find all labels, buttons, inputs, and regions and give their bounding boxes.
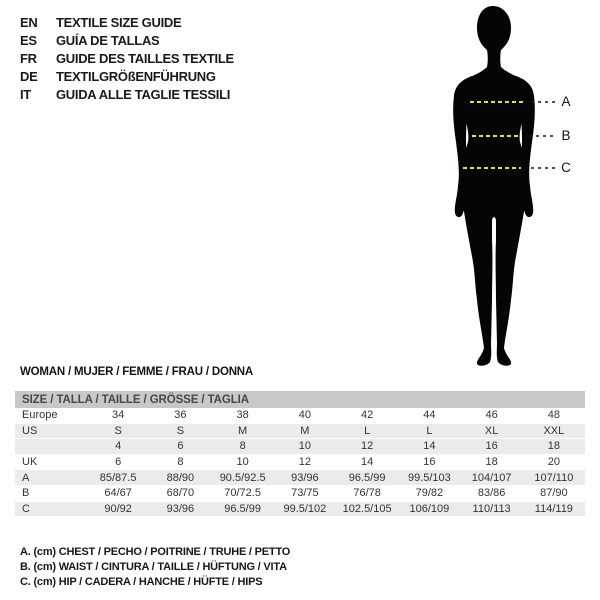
table-cell: 85/87.5 bbox=[99, 471, 137, 484]
lang-code: EN bbox=[20, 14, 38, 30]
language-title-block bbox=[20, 13, 234, 103]
table-cell: 18 bbox=[547, 440, 560, 453]
lang-row-en bbox=[20, 13, 234, 31]
lang-title: TEXTILE SIZE GUIDE bbox=[56, 14, 182, 30]
table-cell: 10 bbox=[298, 440, 311, 453]
table-cell: M bbox=[300, 424, 310, 437]
table-cell: 93/96 bbox=[291, 471, 319, 484]
lang-row-it bbox=[20, 85, 234, 103]
table-cell: 40 bbox=[298, 409, 311, 422]
table-cell: 102.5/105 bbox=[342, 502, 392, 515]
legend-line-chest: A. (cm) CHEST / PECHO / POITRINE / TRUHE / PETTO bbox=[20, 546, 291, 558]
table-cell: 18 bbox=[485, 456, 498, 469]
section-title-woman: WOMAN / MUJER / FEMME / FRAU / DONNA bbox=[20, 366, 254, 378]
table-cell: 114/119 bbox=[534, 502, 573, 515]
table-cell: S bbox=[176, 424, 185, 437]
table-cell: L bbox=[426, 424, 433, 437]
table-cell: 8 bbox=[177, 456, 184, 469]
table-cell: 4 bbox=[115, 440, 122, 453]
table-cell: 46 bbox=[485, 409, 498, 422]
table-cell: S bbox=[114, 424, 122, 437]
table-row-label: A bbox=[22, 471, 30, 484]
table-cell: 99.5/102 bbox=[283, 502, 327, 515]
table-cell: 88/90 bbox=[166, 471, 195, 484]
table-cell: 79/82 bbox=[415, 487, 444, 500]
lang-title: GUÍA DE TALLAS bbox=[56, 32, 160, 48]
table-cell: 68/70 bbox=[166, 487, 195, 500]
table-cell: 6 bbox=[115, 456, 122, 469]
table-row bbox=[15, 455, 585, 471]
measure-label-b: B bbox=[561, 128, 571, 143]
size-table bbox=[15, 391, 585, 517]
table-cell: 34 bbox=[112, 409, 125, 422]
table-cell: 12 bbox=[298, 456, 311, 469]
table-cell: 83/86 bbox=[477, 487, 506, 500]
lang-row-fr bbox=[20, 49, 234, 67]
measure-label-c: C bbox=[561, 160, 571, 175]
woman-silhouette-figure bbox=[400, 0, 600, 380]
table-cell: 44 bbox=[423, 409, 436, 422]
legend-line-hip: C. (cm) HIP / CADERA / HANCHE / HÜFTE / HIPS bbox=[20, 576, 263, 588]
lang-code: FR bbox=[20, 50, 37, 66]
table-cell: 64/67 bbox=[104, 487, 132, 500]
table-cell: 20 bbox=[547, 456, 560, 469]
table-row-label: US bbox=[22, 424, 38, 437]
table-cell: 104/107 bbox=[471, 471, 512, 484]
table-cell: 8 bbox=[239, 440, 246, 453]
table-cell: L bbox=[364, 424, 371, 437]
table-row bbox=[15, 424, 585, 440]
table-cell: 36 bbox=[174, 409, 187, 422]
table-cell: M bbox=[238, 424, 248, 437]
table-cell: 14 bbox=[361, 456, 374, 469]
table-cell: 38 bbox=[236, 409, 249, 422]
lang-title: GUIDE DES TAILLES TEXTILE bbox=[56, 50, 234, 66]
table-cell: XXL bbox=[543, 424, 565, 437]
lang-code: DE bbox=[20, 68, 38, 84]
measure-label-a: A bbox=[561, 94, 571, 109]
table-row-label: UK bbox=[22, 456, 38, 469]
table-cell: XL bbox=[484, 424, 499, 437]
table-cell: 76/78 bbox=[353, 487, 381, 500]
lang-title: GUIDA ALLE TAGLIE TESSILI bbox=[56, 86, 231, 102]
table-cell: 107/110 bbox=[534, 471, 574, 484]
table-cell: 42 bbox=[361, 409, 374, 422]
table-cell: 96.5/99 bbox=[224, 502, 261, 515]
table-row bbox=[15, 439, 585, 455]
table-cell: 16 bbox=[485, 440, 498, 453]
size-table-rows bbox=[15, 408, 585, 517]
size-table-header: SIZE / TALLA / TAILLE / GRÖSSE / TAGLIA bbox=[15, 391, 585, 408]
table-row bbox=[15, 408, 585, 424]
legend-line-waist: B. (cm) WAIST / CINTURA / TAILLE / HÜFTUNG / VITA bbox=[20, 561, 287, 573]
table-cell: 10 bbox=[236, 456, 249, 469]
table-cell: 93/96 bbox=[166, 502, 195, 515]
woman-silhouette-path bbox=[460, 6, 529, 366]
lang-title: TEXTILGRÖßENFÜHRUNG bbox=[56, 68, 216, 84]
table-cell: 110/113 bbox=[472, 502, 511, 515]
table-cell: 6 bbox=[177, 440, 184, 453]
lang-code: IT bbox=[20, 86, 31, 102]
table-cell: 96.5/99 bbox=[348, 471, 386, 484]
table-row-label: Europe bbox=[22, 409, 58, 422]
measurement-legend bbox=[20, 545, 290, 590]
table-cell: 90.5/92.5 bbox=[219, 471, 266, 484]
table-cell: 70/72.5 bbox=[224, 487, 261, 500]
table-row-label: C bbox=[22, 502, 30, 515]
lang-row-es bbox=[20, 31, 234, 49]
table-cell: 106/109 bbox=[409, 502, 450, 515]
table-row bbox=[15, 502, 585, 518]
lang-row-de bbox=[20, 67, 234, 85]
table-row bbox=[15, 470, 585, 486]
table-cell: 90/92 bbox=[104, 502, 132, 515]
table-cell: 16 bbox=[423, 456, 436, 469]
table-row bbox=[15, 486, 585, 502]
table-cell: 12 bbox=[361, 440, 374, 453]
lang-code: ES bbox=[20, 32, 37, 48]
table-row-label: B bbox=[22, 487, 30, 500]
table-cell: 73/75 bbox=[291, 487, 319, 500]
table-cell: 87/90 bbox=[540, 487, 568, 500]
table-cell: 14 bbox=[423, 440, 436, 453]
table-cell: 48 bbox=[547, 409, 560, 422]
table-cell: 99.5/103 bbox=[407, 471, 451, 484]
